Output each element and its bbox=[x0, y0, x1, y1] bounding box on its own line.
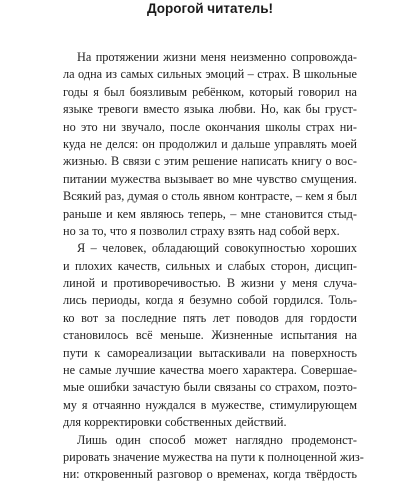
paragraph-3 bbox=[63, 432, 364, 484]
text-line: но это ни звучало, после окончания школы страх ни- bbox=[63, 119, 357, 134]
text-line: ла одна из самых сильных эмоций – страх. В школьные bbox=[63, 67, 357, 82]
text-line: языке тревоги вместо языка любви. Но, как бы груст- bbox=[63, 102, 357, 117]
text-line: раньше и кем являюсь теперь, – мне становится стыд- bbox=[63, 206, 357, 221]
text-line: для корректировки собственных действий. bbox=[63, 415, 287, 430]
body-text bbox=[63, 49, 364, 484]
text-line: пути к самореализации вытаскивали на поверхность bbox=[63, 345, 357, 360]
paragraph-1 bbox=[63, 49, 357, 240]
text-line: ни: откровенный разговор о временах, когда твёрдость bbox=[63, 467, 357, 482]
text-line: Я – человек, обладающий совокупностью хороших bbox=[77, 241, 357, 256]
text-line: Всякий раз, думая о столь явном контрасте, – кем я был bbox=[63, 189, 357, 204]
text-line: Лишь один способ может наглядно продемонст- bbox=[77, 432, 357, 447]
text-line: лись периоды, когда я безумно собой гордился. Толь- bbox=[63, 293, 357, 308]
text-line: но за то, что я позволил страху взять над собой верх. bbox=[63, 223, 340, 238]
page-heading: Дорогой читатель! bbox=[146, 1, 273, 16]
paragraph-2 bbox=[63, 240, 357, 431]
text-line: ко вот за последние пять лет поводов для гордости bbox=[63, 310, 357, 325]
text-line: мые ошибки зачастую были связаны со страхом, поэто- bbox=[63, 380, 357, 395]
text-line: питании мужества вызывает во мне чувство смущения. bbox=[63, 171, 357, 186]
text-line: жизнью. В связи с этим решение написать книгу о вос- bbox=[63, 154, 357, 169]
text-line: куда не делся: он продолжил и дальше управлять моей bbox=[63, 136, 357, 151]
text-line: линой и противоречивостью. В жизни у меня случа- bbox=[63, 276, 357, 291]
text-line: рировать значение мужества на пути к полноценной жиз- bbox=[63, 449, 364, 464]
text-line: му я отчаянно нуждался в мужестве, стимулирующем bbox=[63, 397, 357, 412]
text-line: На протяжении жизни меня неизменно сопровожда- bbox=[77, 50, 357, 64]
text-line: годы я был боязливым ребёнком, который говорил на bbox=[63, 84, 357, 99]
text-line: и плохих качеств, сильных и слабых сторон, дисцип- bbox=[63, 258, 357, 273]
text-line: становилось всё меньше. Жизненные испытания на bbox=[63, 328, 357, 343]
text-line: не самые лучшие качества моего характера. Совершае- bbox=[63, 363, 357, 378]
